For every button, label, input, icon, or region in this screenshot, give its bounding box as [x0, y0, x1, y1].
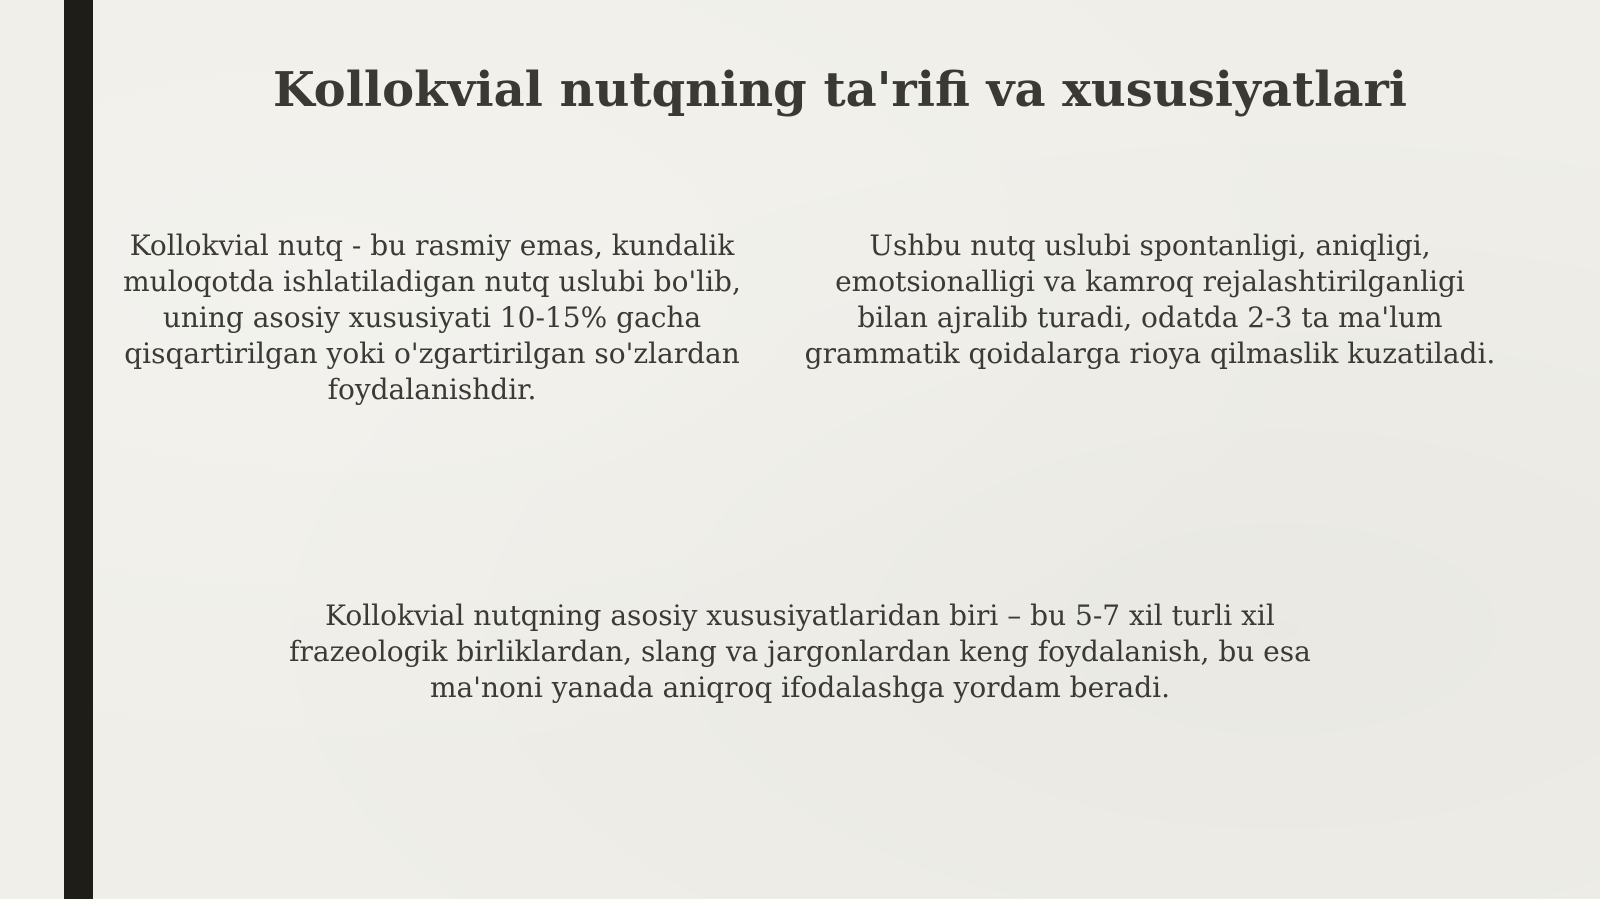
right-text-block [790, 228, 1510, 372]
bottom-text-line: ma'noni yanada aniqroq ifodalashga yordam beradi. [430, 671, 1170, 704]
right-text-line: Ushbu nutq uslubi spontanligi, aniqligi, [869, 229, 1431, 262]
left-text-block [112, 228, 752, 408]
left-margin [0, 0, 64, 899]
left-text-line: Kollokvial nutq - bu rasmiy emas, kundalik [129, 229, 735, 262]
right-text-line: grammatik qoidalarga rioya qilmaslik kuzatiladi. [804, 337, 1496, 370]
bottom-text-block [250, 598, 1350, 706]
left-text-line: muloqotda ishlatiladigan nutq uslubi bo'lib, [123, 265, 741, 298]
left-text-line: qisqartirilgan yoki o'zgartirilgan so'zlardan [124, 337, 740, 370]
slide-title: Kollokvial nutqning ta'rifi va xususiyatlari [273, 62, 1407, 118]
right-text-line: emotsionalligi va kamroq rejalashtirilganligi [835, 265, 1465, 298]
left-text-line: foydalanishdir. [327, 373, 537, 406]
accent-bar [64, 0, 93, 899]
bottom-text-line: Kollokvial nutqning asosiy xususiyatlaridan biri – bu 5-7 xil turli xil [325, 599, 1275, 632]
left-text-line: uning asosiy xususiyati 10-15% gacha [162, 301, 702, 334]
right-text-line: bilan ajralib turadi, odatda 2-3 ta ma'lum [857, 301, 1443, 334]
bottom-text-line: frazeologik birliklardan, slang va jargonlardan keng foydalanish, bu esa [289, 635, 1311, 668]
